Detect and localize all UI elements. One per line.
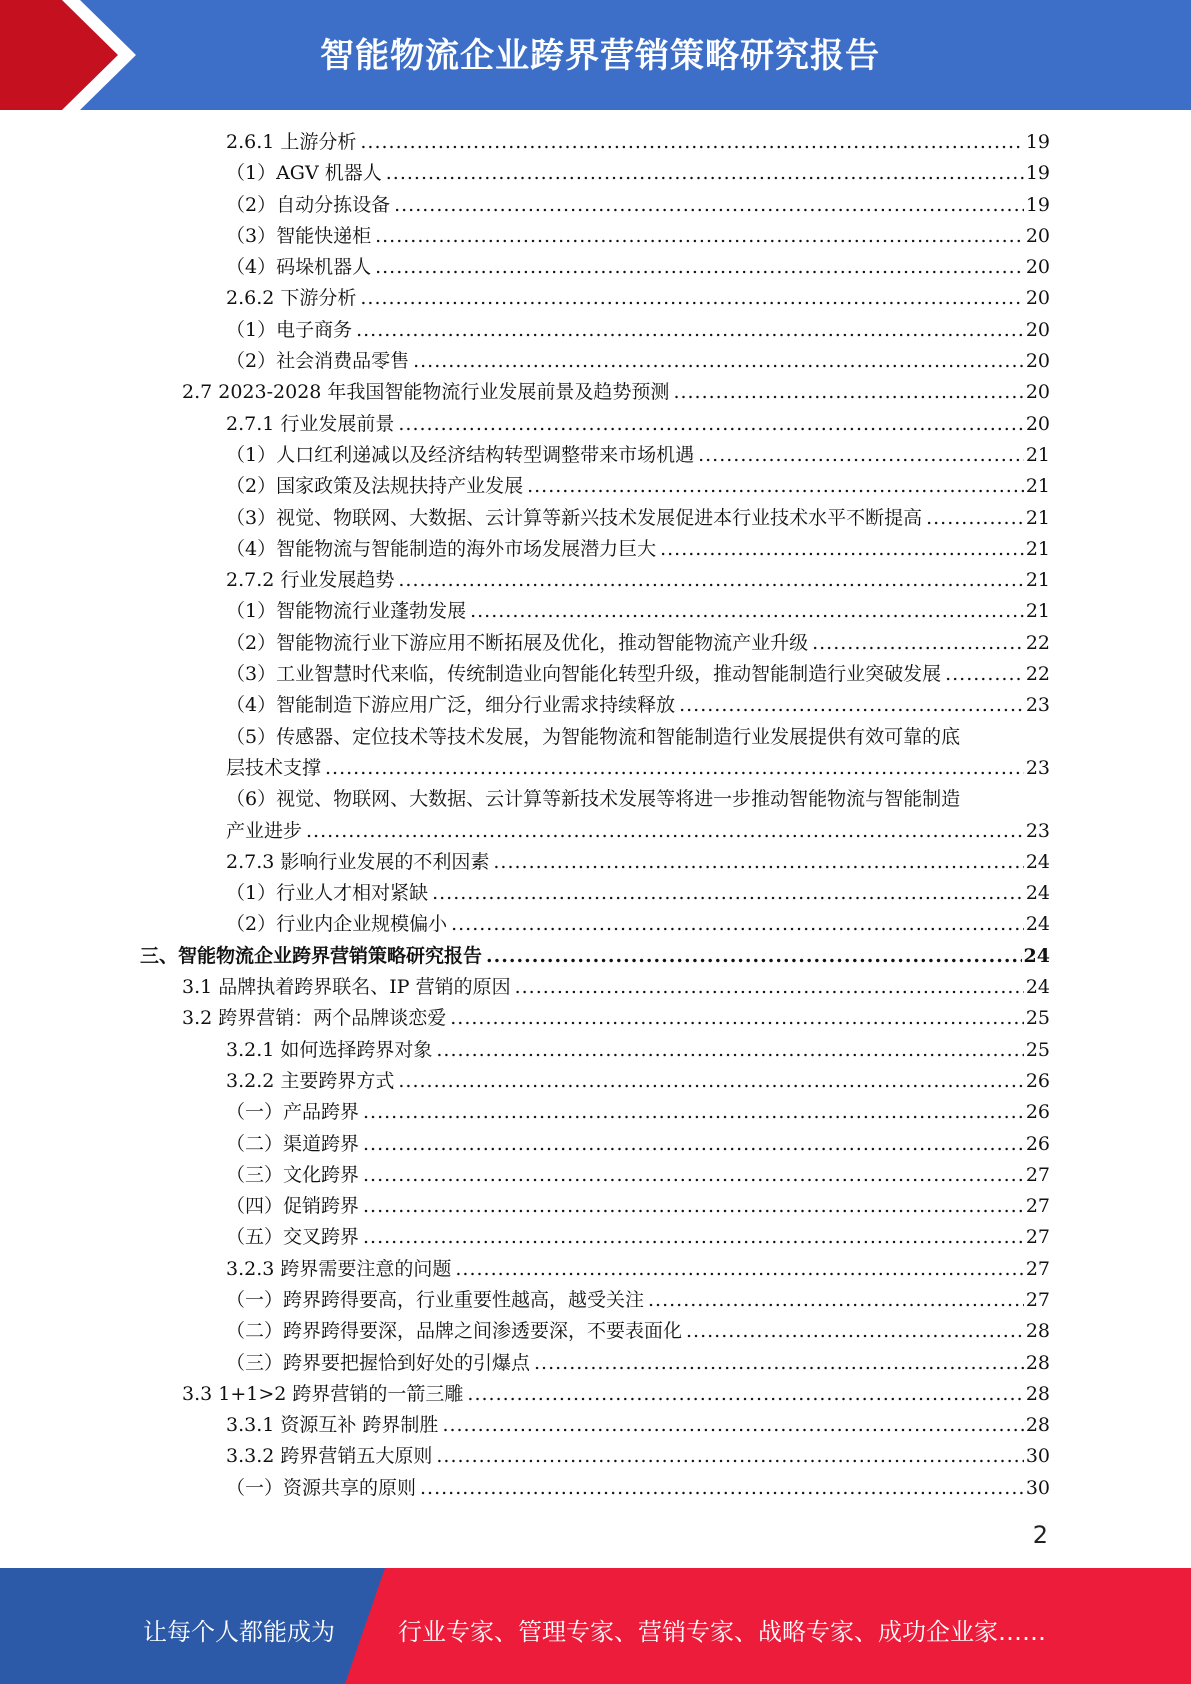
toc-dot-leader [493, 847, 1023, 878]
toc-dot-leader [398, 1066, 1023, 1097]
toc-page-number: 19 [1025, 131, 1050, 153]
toc-page-number: 20 [1025, 412, 1050, 435]
toc-page-number: 30 [1025, 1476, 1050, 1499]
toc-entry[interactable] [140, 1191, 1050, 1222]
toc-page-number: 21 [1025, 506, 1050, 529]
toc-entry-title-continuation: 层技术支撑 [226, 756, 322, 779]
toc-entry[interactable] [140, 1003, 1050, 1034]
toc-entry-title: （五）交叉跨界 [226, 1226, 360, 1249]
toc-dot-leader [436, 1441, 1023, 1472]
toc-entry[interactable] [140, 534, 1050, 565]
toc-page-number: 20 [1025, 224, 1050, 247]
toc-page-number: 28 [1025, 1320, 1050, 1343]
toc-dot-leader [363, 1160, 1024, 1191]
toc-dot-leader [686, 1316, 1024, 1347]
toc-page-number: 20 [1025, 381, 1050, 404]
toc-entry[interactable] [140, 1097, 1050, 1128]
toc-page-number: 26 [1025, 1132, 1050, 1155]
toc-dot-leader [413, 346, 1024, 377]
toc-page-number: 21 [1025, 569, 1050, 592]
toc-entry[interactable] [140, 1473, 1050, 1504]
toc-entry[interactable] [140, 628, 1050, 659]
toc-page-number: 19 [1025, 193, 1050, 216]
toc-dot-leader [470, 596, 1024, 627]
toc-dot-leader [527, 471, 1024, 502]
toc-dot-leader [360, 283, 1023, 314]
toc-entry[interactable] [140, 409, 1050, 440]
toc-entry[interactable] [140, 158, 1050, 189]
toc-entry[interactable] [140, 471, 1050, 502]
toc-entry[interactable] [140, 909, 1050, 940]
toc-entry-title: （三）跨界要把握恰到好处的引爆点 [226, 1351, 531, 1374]
toc-entry-title: （二）跨界跨得要深，品牌之间渗透要深，不要表面化 [226, 1320, 683, 1343]
toc-dot-leader [306, 816, 1024, 847]
toc-entry-title: 3.2.3 跨界需要注意的问题 [226, 1257, 452, 1280]
toc-page-number: 24 [1025, 976, 1050, 999]
toc-entry-title: （3）视觉、物联网、大数据、云计算等新兴技术发展促进本行业技术水平不断提高 [226, 506, 923, 529]
toc-entry-title: （二）渠道跨界 [226, 1132, 360, 1155]
toc-page-number: 28 [1025, 1382, 1050, 1405]
toc-page-number: 24 [1025, 882, 1050, 905]
toc-page-number: 21 [1025, 475, 1050, 498]
toc-entry-title-continuation: 产业进步 [226, 819, 303, 842]
toc-entry-title: （2）国家政策及法规扶持产业发展 [226, 475, 524, 498]
toc-page-number: 23 [1025, 694, 1050, 717]
toc-entry-title: （2）社会消费品零售 [226, 350, 410, 373]
toc-dot-leader [450, 1003, 1024, 1034]
toc-page-number: 21 [1025, 443, 1050, 466]
toc-dot-leader [515, 972, 1024, 1003]
toc-entry-title: （一）跨界跨得要高，行业重要性越高，越受关注 [226, 1288, 645, 1311]
toc-dot-leader [812, 628, 1024, 659]
toc-page-number: 24 [1023, 944, 1050, 967]
toc-entry[interactable] [140, 659, 1050, 690]
toc-entry-title: 3.2.1 如何选择跨界对象 [226, 1038, 433, 1061]
toc-entry-title: 三、智能物流企业跨界营销策略研究报告 [140, 944, 483, 967]
toc-dot-leader [486, 941, 1022, 972]
footer-slogan-right: 行业专家、管理专家、营销专家、战略专家、成功企业家…… [398, 1618, 1046, 1646]
toc-entry[interactable] [140, 1160, 1050, 1191]
page-number: 2 [1032, 1521, 1048, 1549]
toc-entry-title: 3.3 1+1>2 跨界营销的一箭三雕 [182, 1382, 464, 1405]
toc-entry-title: （1）AGV 机器人 [226, 162, 382, 185]
toc-entry[interactable] [140, 315, 1050, 346]
toc-entry[interactable] [140, 1410, 1050, 1441]
toc-entry[interactable] [140, 503, 1050, 534]
toc-entry-title: （3）智能快递柜 [226, 224, 372, 247]
toc-page-number: 26 [1025, 1101, 1050, 1124]
toc-entry-title: （1）人口红利递减以及经济结构转型调整带来市场机遇 [226, 443, 695, 466]
toc-page-number: 28 [1025, 1414, 1050, 1437]
toc-entry[interactable] [140, 440, 1050, 471]
toc-dot-leader [648, 1285, 1024, 1316]
toc-dot-leader [698, 440, 1024, 471]
toc-entry-title: （1）智能物流行业蓬勃发展 [226, 600, 467, 623]
toc-dot-leader [420, 1473, 1024, 1504]
toc-entry-title: （四）促销跨界 [226, 1195, 360, 1218]
toc-entry-title: （2）自动分拣设备 [226, 193, 391, 216]
toc-entry[interactable] [140, 1441, 1050, 1472]
footer-slogan-left: 让每个人都能成为 [143, 1618, 335, 1646]
toc-page-number: 27 [1025, 1195, 1050, 1218]
report-title: 智能物流企业跨界营销策略研究报告 [320, 36, 880, 76]
toc-dot-leader [660, 534, 1024, 565]
toc-entry[interactable] [140, 972, 1050, 1003]
toc-dot-leader [386, 158, 1024, 189]
toc-entry-title: 2.6.1 上游分析 [226, 131, 357, 153]
toc-dot-leader [325, 753, 1024, 784]
toc-entry-title: 3.2.2 主要跨界方式 [226, 1069, 395, 1092]
page-footer [0, 1568, 1191, 1684]
toc-page-number: 24 [1025, 913, 1050, 936]
toc-page-number: 25 [1025, 1038, 1050, 1061]
toc-entry[interactable] [140, 784, 1050, 847]
toc-dot-leader [375, 252, 1024, 283]
toc-entry-title: 3.1 品牌执着跨界联名、IP 营销的原因 [182, 976, 511, 999]
toc-entry[interactable] [140, 1348, 1050, 1379]
toc-page-number: 28 [1025, 1351, 1050, 1374]
toc-entry-title: （6）视觉、物联网、大数据、云计算等新技术发展等将进一步推动智能物流与智能制造 [226, 788, 961, 811]
toc-entry-title: （4）码垛机器人 [226, 256, 372, 279]
toc-entry[interactable] [140, 878, 1050, 909]
toc-dot-leader [432, 878, 1024, 909]
toc-entry[interactable] [140, 283, 1050, 314]
toc-entry-title: 3.3.2 跨界营销五大原则 [226, 1445, 433, 1468]
toc-dot-leader [375, 221, 1024, 252]
toc-entry[interactable] [140, 1066, 1050, 1097]
toc-dot-leader [398, 409, 1023, 440]
toc-entry-title: 2.6.2 下游分析 [226, 287, 357, 310]
page-header [0, 0, 1191, 110]
toc-entry-title: （4）智能物流与智能制造的海外市场发展潜力巨大 [226, 537, 657, 560]
toc-dot-leader [455, 1254, 1023, 1285]
toc-entry-title: （2）智能物流行业下游应用不断拓展及优化，推动智能物流产业升级 [226, 631, 809, 654]
toc-page-number: 20 [1025, 350, 1050, 373]
toc-entry-title: 2.7.2 行业发展趋势 [226, 569, 395, 592]
toc-page-number: 26 [1025, 1069, 1050, 1092]
toc-page-number: 22 [1025, 663, 1050, 686]
toc-dot-leader [945, 659, 1024, 690]
toc-page-number: 22 [1025, 631, 1050, 654]
toc-page-number: 25 [1025, 1007, 1050, 1030]
toc-entry-title: 2.7.3 影响行业发展的不利因素 [226, 850, 490, 873]
toc-page-number: 30 [1025, 1445, 1050, 1468]
toc-page-number: 27 [1025, 1226, 1050, 1249]
toc-page-number: 27 [1025, 1163, 1050, 1186]
toc-dot-leader [534, 1348, 1024, 1379]
toc-entry-title: （4）智能制造下游应用广泛，细分行业需求持续释放 [226, 694, 676, 717]
toc-page-number: 19 [1025, 162, 1050, 185]
toc-dot-leader [673, 377, 1023, 408]
toc-page-number: 23 [1025, 819, 1050, 842]
toc-page-number: 27 [1025, 1257, 1050, 1280]
toc-entry[interactable] [140, 1254, 1050, 1285]
toc-dot-leader [679, 690, 1024, 721]
toc-entry[interactable] [140, 1035, 1050, 1066]
toc-entry-title: （1）行业人才相对紧缺 [226, 882, 429, 905]
header-arrow-decoration [0, 0, 150, 110]
toc-entry-title: （3）工业智慧时代来临，传统制造业向智能化转型升级，推动智能制造行业突破发展 [226, 663, 942, 686]
toc-dot-leader [442, 1410, 1023, 1441]
toc-dot-leader [356, 315, 1024, 346]
toc-dot-leader [398, 565, 1023, 596]
toc-dot-leader [436, 1035, 1023, 1066]
toc-entry-title: （1）电子商务 [226, 318, 353, 341]
toc-dot-leader [926, 503, 1024, 534]
toc-entry[interactable] [140, 690, 1050, 721]
toc-entry[interactable] [140, 1222, 1050, 1253]
toc-entry-title: （5）传感器、定位技术等技术发展，为智能物流和智能制造行业发展提供有效可靠的底 [226, 725, 961, 748]
toc-entry[interactable] [140, 1129, 1050, 1160]
toc-entry-title: （三）文化跨界 [226, 1163, 360, 1186]
toc-entry[interactable] [140, 377, 1050, 408]
toc-entry[interactable] [140, 722, 1050, 785]
toc-dot-leader [363, 1097, 1024, 1128]
table-of-contents [140, 127, 1050, 1504]
toc-dot-leader [467, 1379, 1023, 1410]
toc-entry[interactable] [140, 1316, 1050, 1347]
toc-dot-leader [451, 909, 1024, 940]
toc-page-number: 20 [1025, 287, 1050, 310]
toc-page-number: 24 [1025, 850, 1050, 873]
toc-entry[interactable] [140, 190, 1050, 221]
toc-dot-leader [363, 1191, 1024, 1222]
toc-entry-title: （一）资源共享的原则 [226, 1476, 417, 1499]
toc-entry[interactable] [140, 1379, 1050, 1410]
toc-entry[interactable] [140, 941, 1050, 972]
toc-entry-title: 3.2 跨界营销：两个品牌谈恋爱 [182, 1007, 447, 1030]
toc-entry-title: 2.7.1 行业发展前景 [226, 412, 395, 435]
toc-page-number: 21 [1025, 600, 1050, 623]
toc-entry-title: （一）产品跨界 [226, 1101, 360, 1124]
toc-entry[interactable] [140, 221, 1050, 252]
toc-entry[interactable] [140, 847, 1050, 878]
toc-page-number: 20 [1025, 318, 1050, 341]
toc-entry[interactable] [140, 1285, 1050, 1316]
toc-entry[interactable] [140, 346, 1050, 377]
toc-entry-title: （2）行业内企业规模偏小 [226, 913, 448, 936]
toc-page-number: 20 [1025, 256, 1050, 279]
toc-page-number: 23 [1025, 756, 1050, 779]
toc-dot-leader [394, 190, 1024, 221]
toc-entry[interactable] [140, 565, 1050, 596]
toc-dot-leader [360, 127, 1023, 158]
toc-entry[interactable] [140, 252, 1050, 283]
toc-dot-leader [363, 1129, 1024, 1160]
toc-entry[interactable] [140, 127, 1050, 158]
toc-page-number: 27 [1025, 1288, 1050, 1311]
toc-entry[interactable] [140, 596, 1050, 627]
toc-entry-title: 3.3.1 资源互补 跨界制胜 [226, 1414, 439, 1437]
toc-dot-leader [363, 1222, 1024, 1253]
toc-page-number: 21 [1025, 537, 1050, 560]
toc-entry-title: 2.7 2023-2028 年我国智能物流行业发展前景及趋势预测 [182, 381, 670, 404]
